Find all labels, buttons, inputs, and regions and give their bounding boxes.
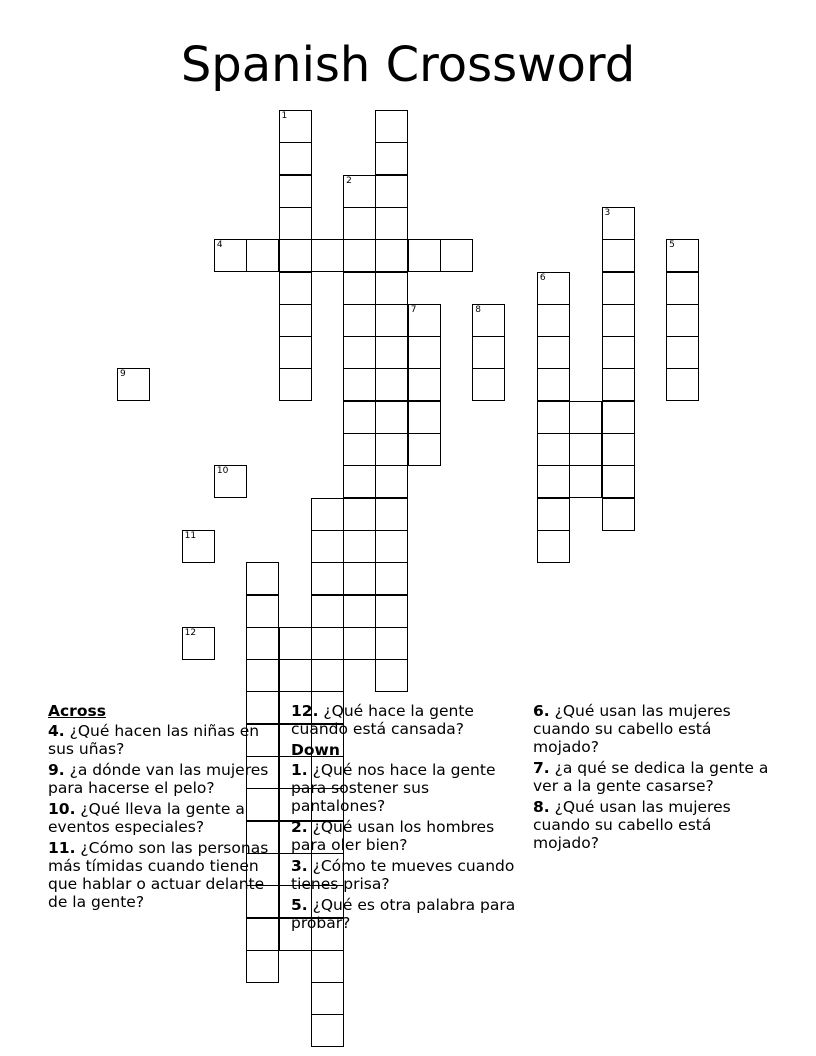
crossword-cell[interactable]: [343, 175, 376, 208]
crossword-cell[interactable]: [375, 595, 408, 628]
cell-number: 10: [216, 466, 229, 477]
crossword-cell[interactable]: [311, 239, 344, 272]
down-heading: Down: [291, 741, 340, 759]
clue-text: ¿Qué nos hace la gente para sostener sus pantalones?: [291, 761, 496, 815]
crossword-cell[interactable]: [375, 336, 408, 369]
page-title: Spanish Crossword: [180, 37, 636, 93]
crossword-cell[interactable]: [214, 239, 247, 272]
crossword-cell[interactable]: [117, 368, 150, 401]
cell-number: 12: [184, 627, 197, 638]
crossword-cell[interactable]: [569, 433, 602, 466]
crossword-cell[interactable]: [602, 498, 635, 531]
clue-number: 3.: [291, 857, 308, 875]
crossword-cell[interactable]: [537, 272, 570, 305]
crossword-cell[interactable]: [343, 207, 376, 240]
crossword-cell[interactable]: [375, 433, 408, 466]
clue-down-3: [291, 857, 527, 893]
crossword-cell[interactable]: [375, 627, 408, 660]
crossword-cell[interactable]: [537, 433, 570, 466]
crossword-cell[interactable]: [602, 465, 635, 498]
crossword-cell[interactable]: [408, 304, 441, 337]
crossword-cell[interactable]: [214, 465, 247, 498]
crossword-cell[interactable]: [440, 239, 473, 272]
crossword-cell[interactable]: [279, 659, 312, 692]
clue-number: 12.: [291, 702, 319, 720]
crossword-cell[interactable]: [311, 595, 344, 628]
crossword-cell[interactable]: [343, 272, 376, 305]
cell-number: 11: [184, 530, 197, 541]
clue-text: ¿Qué hacen las niñas en sus uñas?: [48, 722, 260, 758]
crossword-cell[interactable]: [311, 498, 344, 531]
crossword-cell[interactable]: [311, 659, 344, 692]
crossword-cell[interactable]: [246, 595, 279, 628]
cell-number: 1: [281, 111, 288, 121]
clue-text: ¿Cómo te mueves cuando tienes prisa?: [291, 857, 515, 893]
clue-text: ¿a dónde van las mujeres para hacerse el pelo?: [48, 761, 269, 797]
crossword-cell[interactable]: [246, 627, 279, 660]
cell-number: 7: [410, 304, 417, 315]
crossword-cell[interactable]: [666, 336, 699, 369]
cell-number: 3: [604, 207, 611, 218]
crossword-cell[interactable]: [279, 336, 312, 369]
cell-number: 5: [669, 240, 675, 251]
crossword-cell[interactable]: [602, 336, 635, 369]
cell-number: 9: [120, 369, 126, 380]
crossword-cell[interactable]: [246, 918, 279, 951]
crossword-cell[interactable]: [279, 110, 312, 143]
crossword-cell[interactable]: [408, 401, 441, 434]
crossword-cell[interactable]: [569, 401, 602, 434]
clue-across-12: [291, 702, 527, 738]
clue-number: 2.: [291, 818, 308, 836]
clue-number: 7.: [533, 759, 550, 777]
crossword-cell[interactable]: [375, 239, 408, 272]
clue-number: 10.: [48, 800, 76, 818]
crossword-cell[interactable]: [343, 498, 376, 531]
crossword-cell[interactable]: [602, 272, 635, 305]
cell-number: 4: [216, 240, 223, 251]
crossword-cell[interactable]: [343, 368, 376, 401]
crossword-cell[interactable]: [343, 304, 376, 337]
clue-text: ¿Qué es otra palabra para probar?: [291, 896, 516, 932]
crossword-cell[interactable]: [602, 304, 635, 337]
crossword-cell[interactable]: [537, 465, 570, 498]
crossword-cell[interactable]: [279, 239, 312, 272]
crossword-cell[interactable]: [246, 239, 279, 272]
clue-down-5: [291, 896, 527, 932]
crossword-cell[interactable]: [375, 304, 408, 337]
crossword-cell[interactable]: [279, 175, 312, 208]
clue-number: 5.: [291, 896, 308, 914]
crossword-cell[interactable]: [537, 530, 570, 563]
clue-down-2: [291, 818, 527, 854]
crossword-cell[interactable]: [602, 207, 635, 240]
crossword-cell[interactable]: [666, 272, 699, 305]
clue-text: ¿Qué lleva la gente a eventos especiales?: [48, 800, 245, 836]
crossword-cell[interactable]: [375, 498, 408, 531]
crossword-cell[interactable]: [311, 950, 344, 983]
cell-number: 2: [346, 175, 352, 186]
clue-text: ¿Qué usan las mujeres cuando su cabello está mojado?: [533, 702, 731, 756]
crossword-cell[interactable]: [375, 142, 408, 175]
crossword-cell[interactable]: [537, 498, 570, 531]
crossword-cell[interactable]: [343, 595, 376, 628]
crossword-cell[interactable]: [343, 401, 376, 434]
crossword-cell[interactable]: [311, 982, 344, 1015]
clue-number: 9.: [48, 761, 65, 779]
crossword-cell[interactable]: [472, 304, 505, 337]
crossword-cell[interactable]: [375, 659, 408, 692]
crossword-cell[interactable]: [246, 562, 279, 595]
crossword-cell[interactable]: [343, 562, 376, 595]
crossword-cell[interactable]: [343, 530, 376, 563]
clue-text: ¿Qué usan los hombres para oler bien?: [291, 818, 495, 854]
clue-across-10: [48, 800, 284, 836]
crossword-cell[interactable]: [666, 239, 699, 272]
crossword-cell[interactable]: [343, 627, 376, 660]
crossword-cell[interactable]: [375, 562, 408, 595]
clue-down-7: [533, 759, 769, 795]
clue-down-6: [533, 702, 769, 756]
crossword-cell[interactable]: [537, 336, 570, 369]
across-heading: Across: [48, 702, 106, 720]
crossword-cell[interactable]: [279, 304, 312, 337]
crossword-cell[interactable]: [375, 207, 408, 240]
crossword-cell[interactable]: [408, 336, 441, 369]
crossword-cell[interactable]: [279, 627, 312, 660]
crossword-cell[interactable]: [375, 401, 408, 434]
cell-number: 8: [475, 304, 482, 315]
clue-down-8: [533, 798, 769, 852]
crossword-cell[interactable]: [602, 433, 635, 466]
clue-across-9: [48, 761, 284, 797]
crossword-cell[interactable]: [343, 465, 376, 498]
clue-text: ¿Qué hace la gente cuando está cansada?: [291, 702, 474, 738]
crossword-cell[interactable]: [537, 368, 570, 401]
crossword-cell[interactable]: [472, 336, 505, 369]
crossword-cell[interactable]: [343, 239, 376, 272]
clue-number: 4.: [48, 722, 65, 740]
clue-number: 11.: [48, 839, 76, 857]
crossword-cell[interactable]: [408, 239, 441, 272]
crossword-cell[interactable]: [537, 304, 570, 337]
crossword-cell[interactable]: [375, 368, 408, 401]
crossword-cell[interactable]: [666, 304, 699, 337]
crossword-cell[interactable]: [279, 207, 312, 240]
crossword-cell[interactable]: [375, 110, 408, 143]
crossword-cell[interactable]: [375, 465, 408, 498]
clue-text: ¿a qué se dedica la gente a ver a la gente casarse?: [533, 759, 769, 795]
crossword-cell[interactable]: [375, 175, 408, 208]
clue-number: 6.: [533, 702, 550, 720]
clue-number: 8.: [533, 798, 550, 816]
crossword-cell[interactable]: [182, 627, 215, 660]
crossword-cell[interactable]: [569, 465, 602, 498]
crossword-cell[interactable]: [311, 1014, 344, 1047]
clues-column-2: [291, 702, 527, 935]
crossword-cell[interactable]: [311, 530, 344, 563]
crossword-cell[interactable]: [279, 272, 312, 305]
crossword-cell[interactable]: [343, 433, 376, 466]
crossword-cell[interactable]: [666, 368, 699, 401]
crossword-cell[interactable]: [602, 239, 635, 272]
clue-text: ¿Qué usan las mujeres cuando su cabello está mojado?: [533, 798, 731, 852]
cell-number: 6: [539, 272, 546, 283]
crossword-cell[interactable]: [182, 530, 215, 563]
clues-column-3: [533, 702, 769, 855]
crossword-cell[interactable]: [246, 659, 279, 692]
crossword-cell[interactable]: [279, 368, 312, 401]
crossword-cell[interactable]: [408, 433, 441, 466]
crossword-cell[interactable]: [602, 368, 635, 401]
crossword-cell[interactable]: [375, 530, 408, 563]
crossword-cell[interactable]: [279, 142, 312, 175]
clue-down-1: [291, 761, 527, 815]
crossword-cell[interactable]: [246, 950, 279, 983]
crossword-cell[interactable]: [343, 336, 376, 369]
clue-across-4: [48, 722, 284, 758]
crossword-cell[interactable]: [311, 562, 344, 595]
crossword-cell[interactable]: [472, 368, 505, 401]
clue-across-11: [48, 839, 284, 911]
crossword-cell[interactable]: [408, 368, 441, 401]
clue-text: ¿Cómo son las personas más tímidas cuando tienen que hablar o actuar delante de la gente?: [48, 839, 269, 911]
clue-number: 1.: [291, 761, 308, 779]
crossword-cell[interactable]: [311, 627, 344, 660]
crossword-cell[interactable]: [602, 401, 635, 434]
crossword-cell[interactable]: [375, 272, 408, 305]
clues-column-1: [48, 702, 284, 914]
crossword-cell[interactable]: [537, 401, 570, 434]
